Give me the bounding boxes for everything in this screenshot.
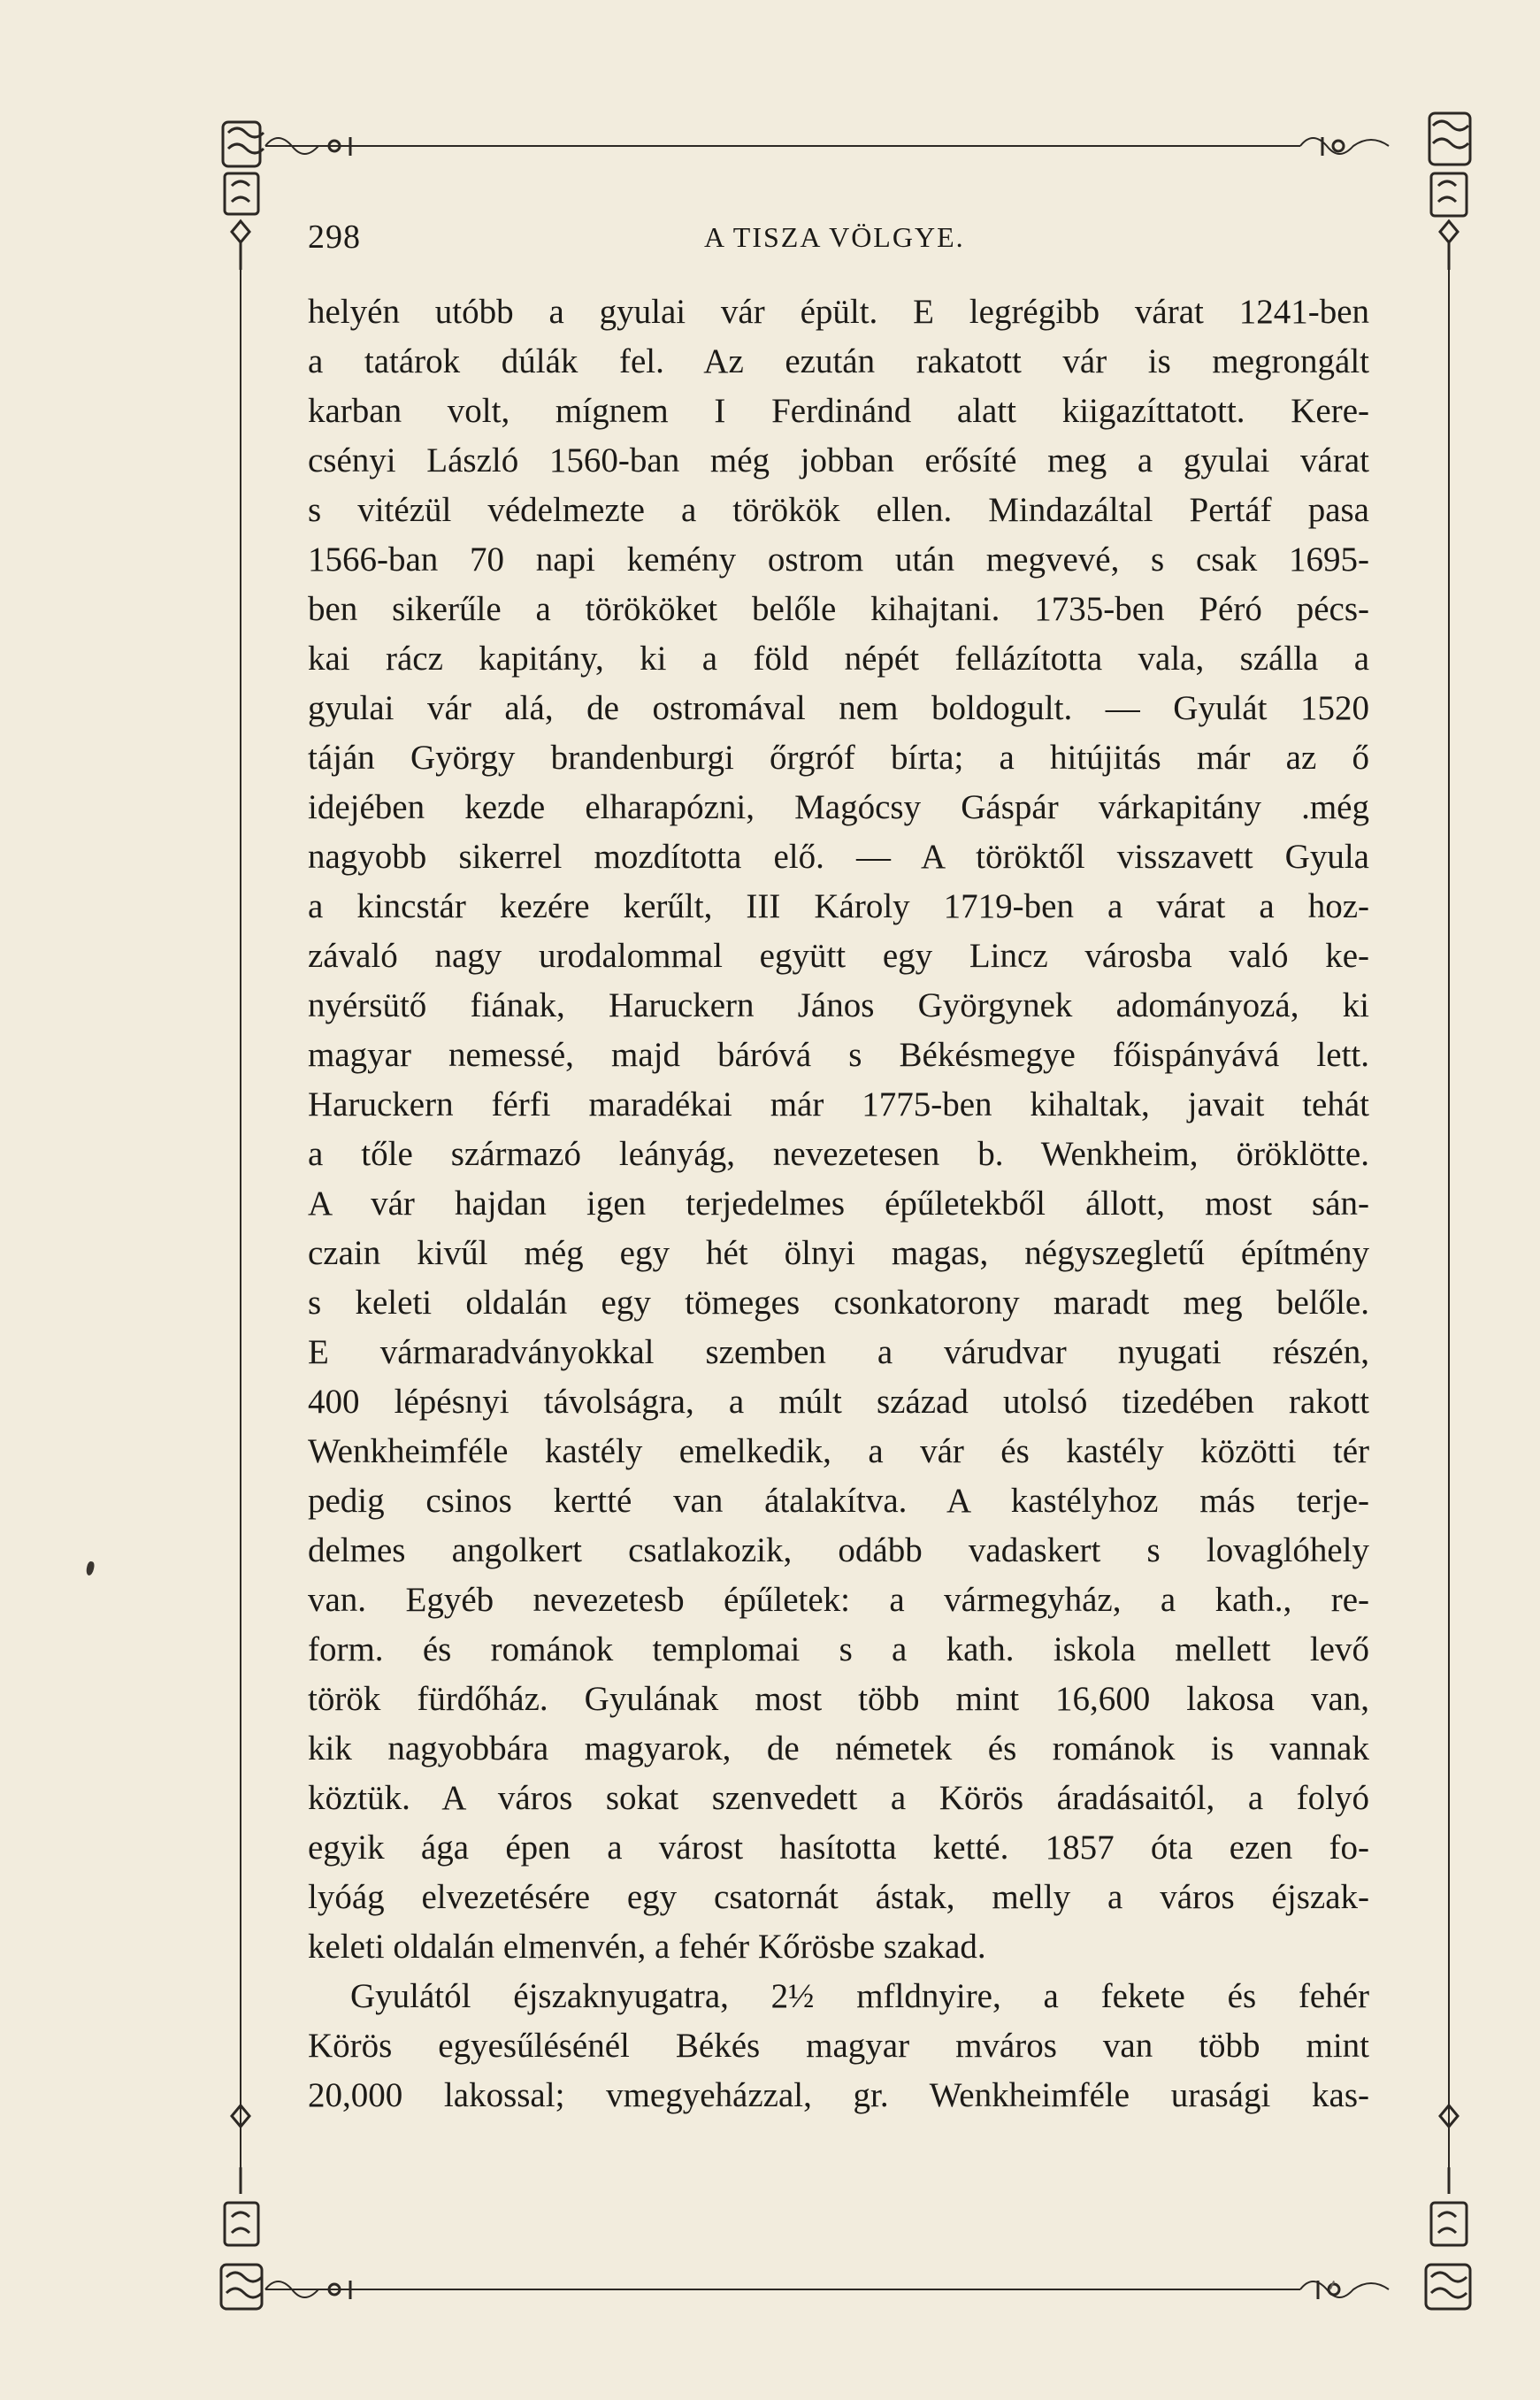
text-line: Gyulától éjszaknyugatra, 2½ mfldnyire, a fekete és fehér [350, 1977, 1369, 2015]
text-line: kik nagyobbára magyarok, de németek és románok is vannak [308, 1729, 1369, 1767]
text-line: idejében kezde elharapózni, Magócsy Gáspár várkapitány .még [308, 788, 1369, 826]
text-line: Haruckern férfi maradékai már 1775-ben kihaltak, javait tehát [308, 1085, 1369, 1123]
body-text [308, 288, 1369, 2120]
text-line: helyén utóbb a gyulai vár épült. E legrégibb várat 1241-ben [308, 293, 1369, 331]
text-line: czain kivűl még egy hét ölnyi magas, négyszegletű építmény [308, 1234, 1369, 1272]
text-line: karban volt, mígnem I Ferdinánd alatt kiigazíttatott. Kere- [308, 392, 1369, 430]
text-line: delmes angolkert csatlakozik, odább vadaskert s lovaglóhely [308, 1531, 1369, 1569]
text-line: 20,000 lakossal; vmegyeházzal, gr. Wenkheimféle urasági kas- [308, 2076, 1369, 2114]
text-line: E vármaradványokkal szemben a várudvar nyugati részén, [308, 1333, 1369, 1371]
text-line: 1566-ban 70 napi kemény ostrom után megvevé, s csak 1695- [308, 541, 1369, 579]
text-line: magyar nemessé, majd báróvá s Békésmegye főispányává lett. [308, 1036, 1369, 1074]
text-line: ben sikerűle a törököket belőle kihajtani. 1735-ben Péró pécs- [308, 590, 1369, 628]
text-line: 400 lépésnyi távolságra, a múlt század utolsó tizedében rakott [308, 1383, 1369, 1421]
text-line: nagyobb sikerrel mozdította elő. — A töröktől visszavett Gyula [308, 838, 1369, 876]
text-line: köztük. A város sokat szenvedett a Körös áradásaitól, a folyó [308, 1779, 1369, 1817]
text-line: s keleti oldalán egy tömeges csonkatorony maradt meg belőle. [308, 1284, 1369, 1322]
corner-ornament-bottom-right [1300, 2105, 1470, 2309]
page-header [308, 218, 1369, 256]
text-line: keleti oldalán elmenvén, a fehér Kőrösbe szakad. [308, 1928, 986, 1966]
text-line: török fürdőház. Gyulának most több mint 16,600 lakosa van, [308, 1680, 1369, 1718]
text-line: form. és románok templomai s a kath. iskola mellett levő [308, 1630, 1369, 1668]
text-line: Wenkheimféle kastély emelkedik, a vár és kastély közötti tér [308, 1432, 1369, 1470]
text-line: nyérsütő fiának, Haruckern János Györgynek adományozá, ki [308, 986, 1369, 1024]
text-line: a tatárok dúlák fel. Az ezután rakatott vár is megrongált [308, 342, 1369, 380]
text-line: pedig csinos kertté van átalakítva. A kastélyhoz más terje- [308, 1482, 1369, 1520]
running-title: A TISZA VÖLGYE. [704, 221, 965, 253]
text-line: gyulai vár alá, de ostromával nem boldogult. — Gyulát 1520 [308, 689, 1369, 727]
text-line: závaló nagy urodalommal együtt egy Lincz városba való ke- [308, 937, 1369, 975]
text-line: a kincstár kezére kerűlt, III Károly 1719-ben a várat a hoz- [308, 887, 1369, 925]
text-line: A vár hajdan igen terjedelmes épűletekből állott, most sán- [308, 1185, 1369, 1223]
text-line: csényi László 1560-ban még jobban erősíté meg a gyulai várat [308, 441, 1369, 479]
text-line: egyik ága épen a várost hasította ketté. 1857 óta ezen fo- [308, 1829, 1369, 1867]
text-line: táján György brandenburgi őrgróf bírta; a hitújitás már az ő [308, 739, 1369, 777]
text-line: lyóág elvezetésére egy csatornát ástak, melly a város éjszak- [308, 1878, 1369, 1916]
text-line: s vitézül védelmezte a törökök ellen. Mindazáltal Pertáf pasa [308, 491, 1369, 529]
text-line: a tőle származó leányág, nevezetesen b. Wenkheim, öröklötte. [308, 1135, 1369, 1173]
page-number: 298 [308, 219, 361, 256]
text-line: van. Egyéb nevezetesb épűletek: a vármegyház, a kath., re- [308, 1581, 1369, 1619]
text-line: kai rácz kapitány, ki a föld népét fellázította vala, szálla a [308, 640, 1369, 678]
text-line: Körös egyesűlésénél Békés magyar mváros van több mint [308, 2027, 1369, 2065]
